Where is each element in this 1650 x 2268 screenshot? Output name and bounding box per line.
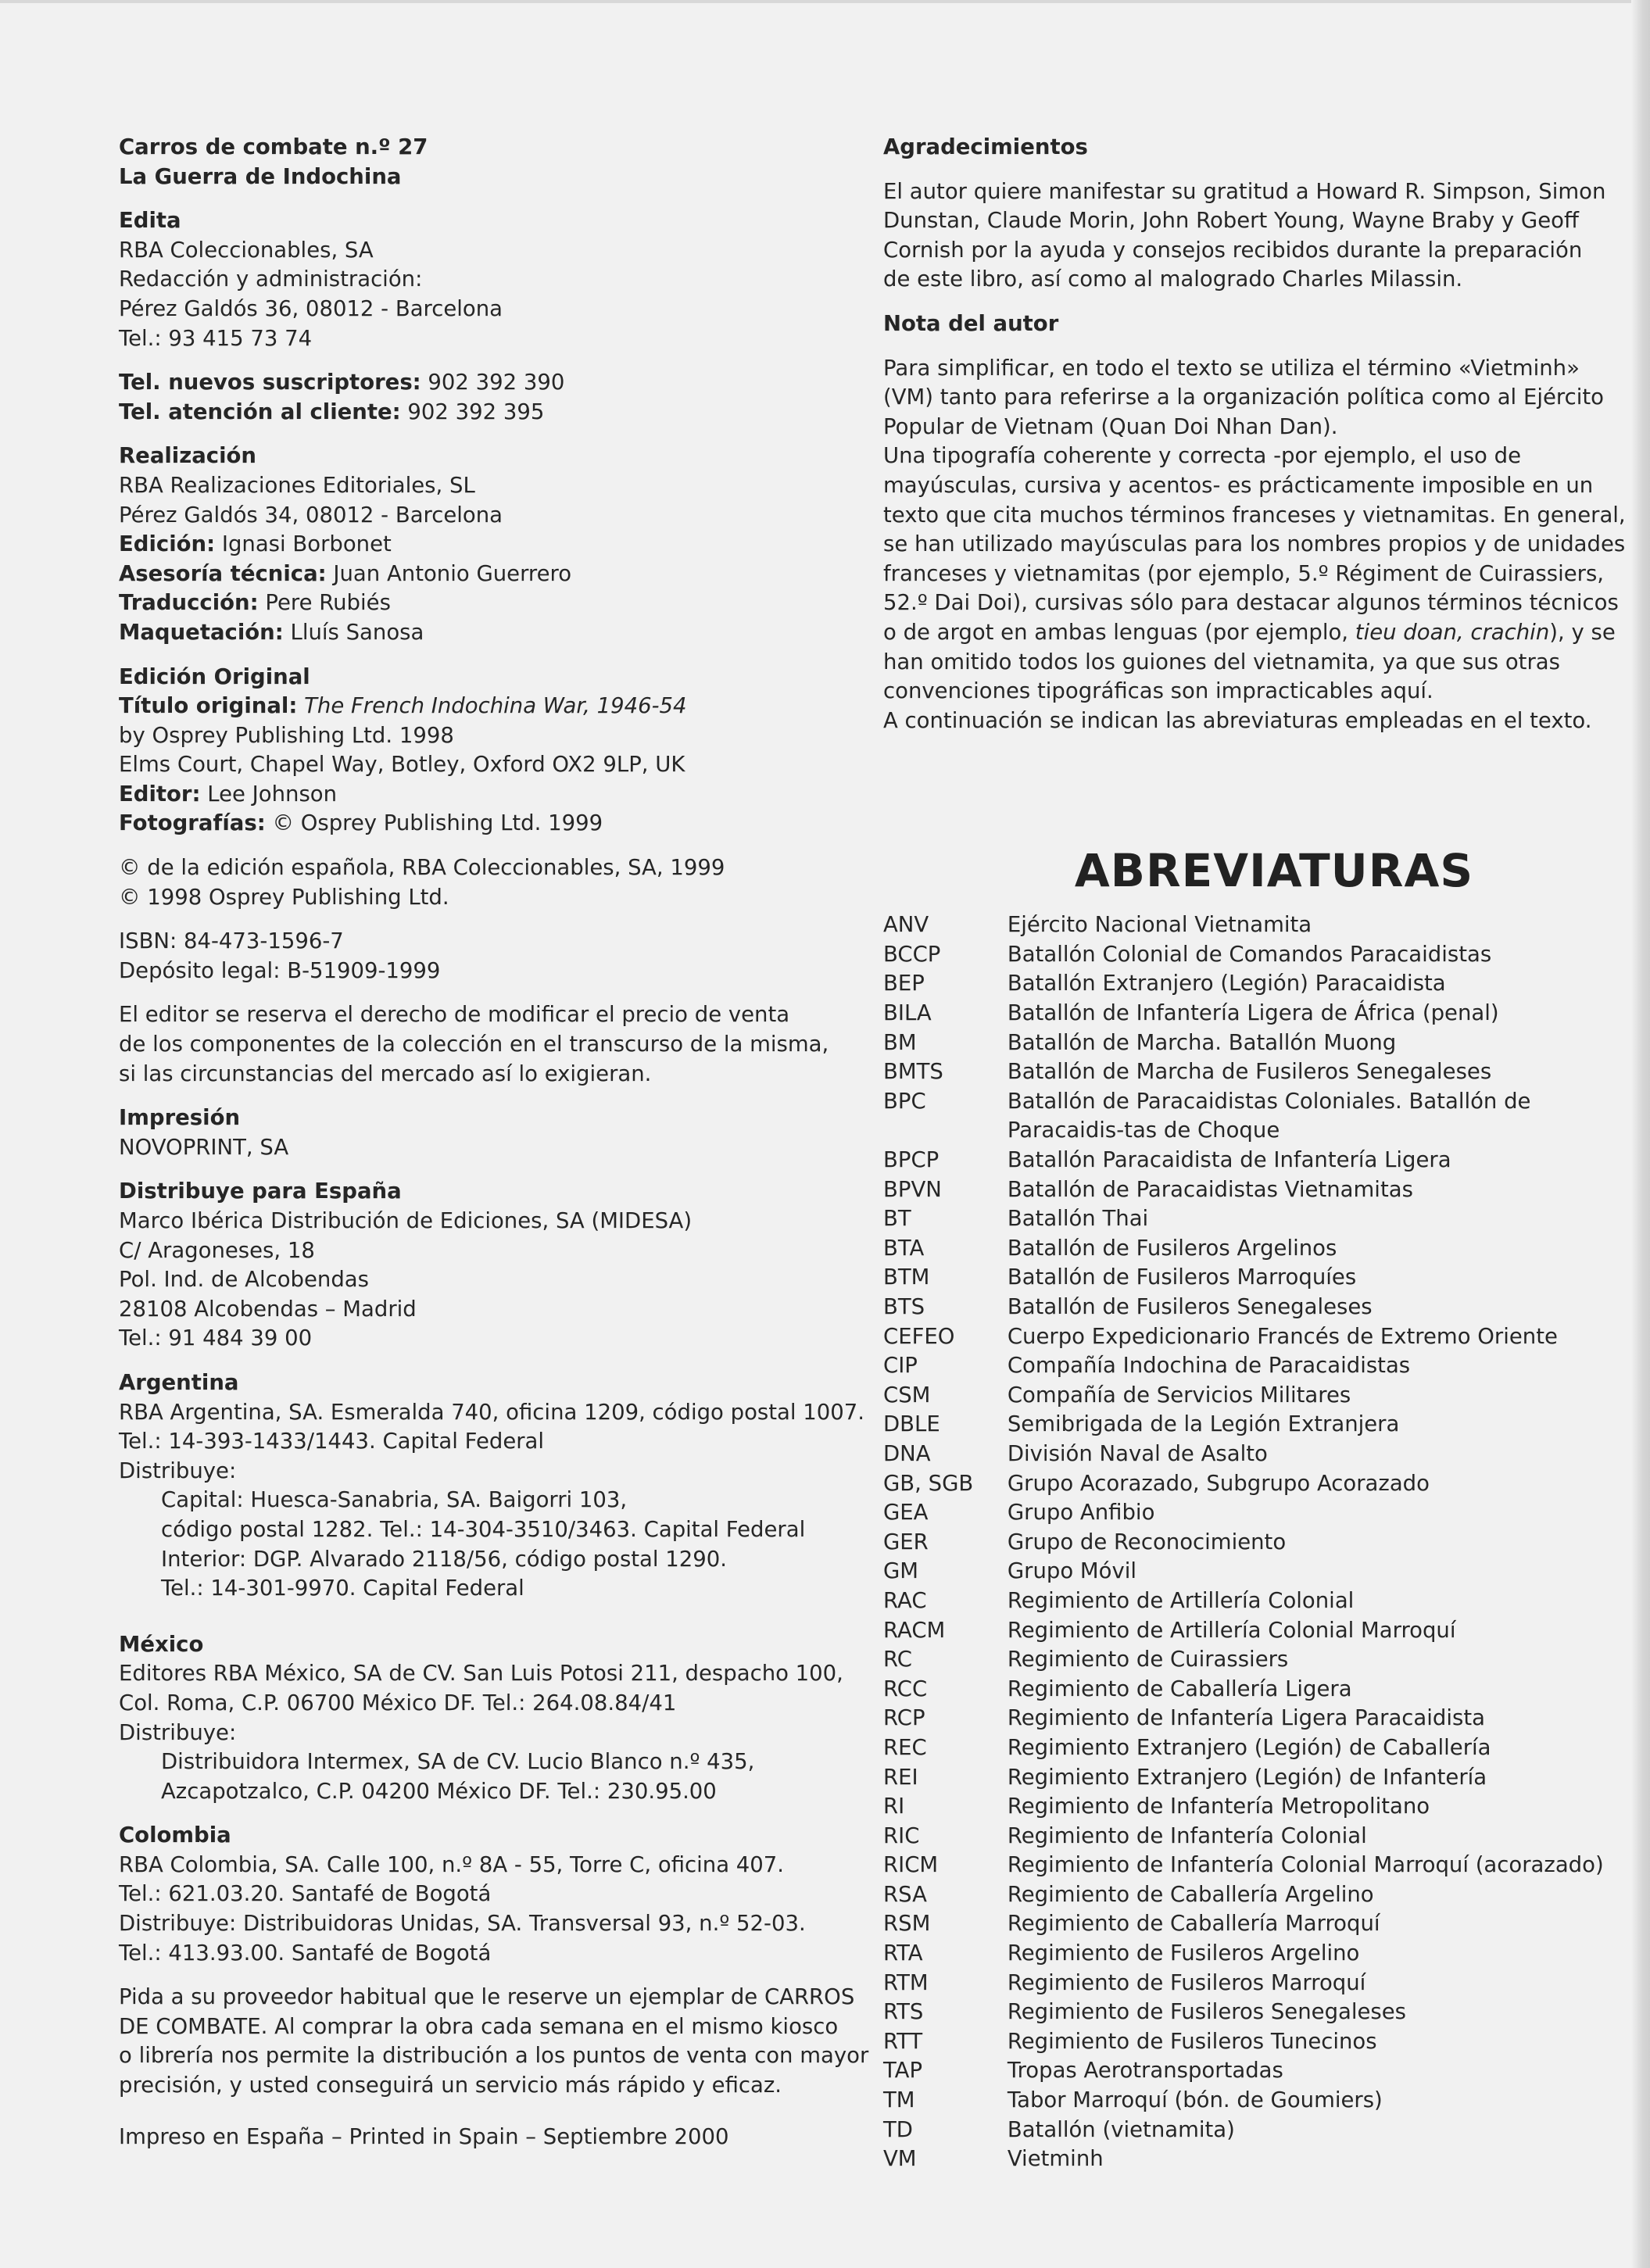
colombia-line: RBA Colombia, SA. Calle 100, n.º 8A - 55, Torre C, oficina 407. xyxy=(119,1851,785,1877)
abbreviation-row xyxy=(883,1293,1610,1322)
abbreviation-code: DNA xyxy=(883,1440,931,1466)
original-line: Elms Court, Chapel Way, Botley, Oxford OX2 9LP, UK xyxy=(119,752,685,778)
author-notes-column xyxy=(883,133,1626,2174)
abbreviation-row xyxy=(883,1763,1610,1793)
abbreviation-code: BCCP xyxy=(883,941,941,967)
credit-traduccion: Traducción: Pere Rubiés xyxy=(119,590,391,616)
mexico-line: Editores RBA México, SA de CV. San Luis Potosi 211, despacho 100, xyxy=(119,1661,843,1687)
abbreviation-code: RICM xyxy=(883,1852,939,1878)
original-line: by Osprey Publishing Ltd. 1998 xyxy=(119,722,454,748)
argentina-line: Tel.: 14-393-1433/1443. Capital Federal xyxy=(119,1429,545,1454)
copyright-line: © de la edición española, RBA Coleccionables, SA, 1999 xyxy=(119,855,725,881)
abbreviation-definition: Batallón (vietnamita) xyxy=(1007,2116,1235,2142)
abbreviation-code: RSA xyxy=(883,1881,927,1907)
impresion-heading: Impresión xyxy=(119,1105,241,1131)
copyright-line: © 1998 Osprey Publishing Ltd. xyxy=(119,884,449,910)
abbreviation-code: BTM xyxy=(883,1265,930,1290)
distribuye-line: Tel.: 91 484 39 00 xyxy=(119,1325,313,1351)
abbreviation-definition: Grupo Anfibio xyxy=(1007,1500,1155,1526)
abbreviation-code: RI xyxy=(883,1794,905,1819)
abbreviation-code: BILA xyxy=(883,1000,932,1026)
abbreviation-row xyxy=(883,2116,1610,2145)
abbreviation-row xyxy=(883,1351,1610,1381)
abbreviation-definition: Tabor Marroquí (bón. de Goumiers) xyxy=(1007,2087,1383,2113)
colombia-block xyxy=(119,1821,846,1968)
phone-customer-service: Tel. atención al cliente: 902 392 395 xyxy=(119,399,545,424)
abbreviation-code: RACM xyxy=(883,1617,946,1643)
abbreviation-row xyxy=(883,1263,1610,1293)
isbn-line: ISBN: 84-473-1596-7 xyxy=(119,928,344,954)
abbreviation-row xyxy=(883,1969,1610,1998)
abbreviation-definition: Batallón de Paracaidistas Vietnamitas xyxy=(1007,1176,1413,1202)
abbreviation-row xyxy=(883,1322,1610,1352)
author-note-line-with-italic: o de argot en ambas lenguas (por ejemplo, tieu doan, crachin), y se xyxy=(883,619,1616,645)
mexico-line: Distribuye: xyxy=(119,1719,237,1745)
abbreviation-definition: Grupo Acorazado, Subgrupo Acorazado xyxy=(1007,1470,1430,1496)
abbreviation-row xyxy=(883,1822,1610,1851)
author-note-line: A continuación se indican las abreviaturas empleadas en el texto. xyxy=(883,707,1592,733)
abbreviation-row xyxy=(883,1557,1610,1587)
editor-note-line: El editor se reserva el derecho de modificar el precio de venta xyxy=(119,1002,790,1028)
edita-heading: Edita xyxy=(119,208,181,234)
abbreviation-row xyxy=(883,1645,1610,1675)
abbreviation-definition: Regimiento de Fusileros Argelino xyxy=(1007,1941,1360,1966)
credit-asesoria: Asesoría técnica: Juan Antonio Guerrero xyxy=(119,560,572,586)
abbreviation-definition: Batallón de Fusileros Marroquíes xyxy=(1007,1265,1357,1290)
abbreviation-code: GB, SGB xyxy=(883,1470,974,1496)
abbreviation-code: RIC xyxy=(883,1823,920,1848)
abbreviation-code: TAP xyxy=(883,2058,923,2084)
abbreviation-definition: Regimiento de Caballería Ligera xyxy=(1007,1676,1352,1701)
abbreviation-code: RTM xyxy=(883,1969,929,1995)
abbreviation-row xyxy=(883,1057,1610,1087)
reserve-note-block xyxy=(119,1983,869,2100)
editor-note-line: si las circunstancias del mercado así lo exigieran. xyxy=(119,1061,652,1086)
abbreviation-code: BTA xyxy=(883,1235,925,1261)
abbreviation-definition: Regimiento de Infantería Metropolitano xyxy=(1007,1794,1430,1819)
abbreviation-code: GER xyxy=(883,1529,929,1554)
abbreviation-row xyxy=(883,1880,1610,1910)
abbreviation-code: RSM xyxy=(883,1911,931,1937)
colombia-line: Distribuye: Distribuidoras Unidas, SA. Transversal 93, n.º 52-03. xyxy=(119,1911,806,1937)
legal-deposit-line: Depósito legal: B-51909-1999 xyxy=(119,957,441,983)
abbreviation-row xyxy=(883,2086,1610,2116)
reserve-note-line: Pida a su proveedor habitual que le reserve un ejemplar de CARROS xyxy=(119,1984,855,2010)
copyright-block xyxy=(119,853,846,912)
abbreviation-definition: Regimiento de Fusileros Tunecinos xyxy=(1007,2028,1377,2054)
abbreviation-code: RAC xyxy=(883,1587,927,1613)
abbreviations-title: ABREVIATURAS xyxy=(1074,844,1474,898)
abbreviation-definition: Batallón Thai xyxy=(1007,1206,1149,1232)
abbreviation-row xyxy=(883,940,1610,970)
abbreviation-definition: Regimiento de Fusileros Senegaleses xyxy=(1007,1999,1407,2025)
author-note-line: se han utilizado mayúsculas para los nombres propios y de unidades xyxy=(883,531,1626,557)
acknowledgements-line: Dunstan, Claude Morin, John Robert Young, Wayne Braby y Geoff xyxy=(883,208,1579,234)
credits-column xyxy=(119,133,869,2152)
reserve-note-line: precisión, y usted conseguirá un servicio más rápido y eficaz. xyxy=(119,2073,782,2098)
abbreviation-code: GM xyxy=(883,1558,919,1584)
abbreviation-code: BMTS xyxy=(883,1059,943,1085)
abbreviation-row xyxy=(883,910,1610,940)
abbreviation-definition: Semibrigada de la Legión Extranjera xyxy=(1007,1411,1400,1437)
abbreviation-definition: Compañía Indochina de Paracaidistas xyxy=(1007,1353,1411,1379)
abbreviation-definition: Regimiento de Cuirassiers xyxy=(1007,1647,1289,1672)
argentina-line: Distribuye: xyxy=(119,1458,237,1483)
abbreviation-row xyxy=(883,1234,1610,1264)
realizacion-block xyxy=(119,442,846,647)
abbreviation-definition: División Naval de Asalto xyxy=(1007,1440,1268,1466)
abbreviation-definition: Batallón de Marcha de Fusileros Senegaleses xyxy=(1007,1059,1492,1085)
mexico-distributor-line: Distribuidora Intermex, SA de CV. Lucio Blanco n.º 435, xyxy=(161,1749,755,1775)
abbreviation-row xyxy=(883,1792,1610,1822)
author-note-line: 52.º Dai Doi), cursivas sólo para destacar algunos términos técnicos xyxy=(883,590,1619,616)
abbreviations-table xyxy=(883,910,1610,2174)
author-note-block xyxy=(883,309,1626,735)
author-note-line: Una tipografía coherente y correcta -por ejemplo, el uso de xyxy=(883,443,1521,469)
acknowledgements-heading: Agradecimientos xyxy=(883,134,1088,159)
abbreviation-row xyxy=(883,1498,1610,1528)
edita-block xyxy=(119,206,846,353)
abbreviation-row xyxy=(883,1528,1610,1558)
edita-line: Pérez Galdós 36, 08012 - Barcelona xyxy=(119,295,503,321)
argentina-distributor-line: código postal 1282. Tel.: 14-304-3510/3463. Capital Federal xyxy=(161,1516,806,1542)
argentina-distributor-line: Capital: Huesca-Sanabria, SA. Baigorri 103, xyxy=(161,1487,628,1513)
abbreviation-code: BPC xyxy=(883,1088,926,1114)
acknowledgements-line: Cornish por la ayuda y consejos recibidos durante la preparación xyxy=(883,237,1583,263)
abbreviation-code: ANV xyxy=(883,912,929,938)
abbreviation-row xyxy=(883,1204,1610,1234)
abbreviation-row xyxy=(883,2056,1610,2086)
author-note-line: Popular de Vietnam (Quan Doi Nhan Dan). xyxy=(883,413,1338,439)
abbreviation-definition: Batallón Colonial de Comandos Paracaidistas xyxy=(1007,941,1492,967)
abbreviation-definition: Regimiento de Caballería Marroquí xyxy=(1007,1911,1380,1937)
abbreviation-definition: Regimiento de Caballería Argelino xyxy=(1007,1881,1374,1907)
argentina-distributor-line: Interior: DGP. Alvarado 2118/56, código postal 1290. xyxy=(161,1546,728,1572)
abbreviation-code: CSM xyxy=(883,1382,931,1408)
abbreviation-code: RCP xyxy=(883,1705,925,1731)
isbn-block xyxy=(119,927,846,986)
argentina-line: RBA Argentina, SA. Esmeralda 740, oficina 1209, código postal 1007. xyxy=(119,1399,864,1425)
abbreviation-code: TM xyxy=(883,2087,915,2113)
abbreviation-definition: Cuerpo Expedicionario Francés de Extremo Oriente xyxy=(1007,1323,1558,1349)
abbreviation-row xyxy=(883,1939,1610,1969)
editor-note-line: de los componentes de la colección en el transcurso de la misma, xyxy=(119,1032,829,1057)
distribuye-line: Marco Ibérica Distribución de Ediciones, SA (MIDESA) xyxy=(119,1208,693,1233)
abbreviation-code: BM xyxy=(883,1029,917,1055)
abbreviation-row xyxy=(883,1909,1610,1939)
mexico-heading: México xyxy=(119,1631,204,1657)
abbreviation-definition: Batallón Paracaidista de Infantería Ligera xyxy=(1007,1147,1451,1173)
author-note-line: franceses y vietnamitas (por ejemplo, 5.º Régiment de Cuirassiers, xyxy=(883,560,1605,586)
author-note-line: texto que cita muchos términos franceses y vietnamitas. En general, xyxy=(883,502,1626,528)
distribuye-line: Pol. Ind. de Alcobendas xyxy=(119,1267,369,1293)
abbreviation-code: RTA xyxy=(883,1941,923,1966)
author-note-line: (VM) tanto para referirse a la organización política como al Ejército xyxy=(883,385,1604,410)
original-edition-heading: Edición Original xyxy=(119,664,310,689)
abbreviation-code: BTS xyxy=(883,1294,925,1319)
abbreviation-code: VM xyxy=(883,2146,917,2172)
acknowledgements-block xyxy=(883,133,1610,295)
abbreviation-code: BEP xyxy=(883,971,925,996)
original-title: Título original: The French Indochina War, 1946-54 xyxy=(119,693,687,719)
impresion-line: NOVOPRINT, SA xyxy=(119,1134,289,1160)
author-note-line: Para simplificar, en todo el texto se utiliza el término «Vietminh» xyxy=(883,355,1580,381)
acknowledgements-line: de este libro, así como al malogrado Charles Milassin. xyxy=(883,267,1463,292)
abbreviation-definition: Grupo de Reconocimiento xyxy=(1007,1529,1287,1554)
colombia-heading: Colombia xyxy=(119,1823,231,1848)
abbreviation-row xyxy=(883,1381,1610,1411)
page-top-edge xyxy=(0,0,1650,3)
abbreviation-row xyxy=(883,2027,1610,2057)
abbreviation-row xyxy=(883,1469,1610,1499)
abbreviation-definition: Batallón de Infantería Ligera de África (penal) xyxy=(1007,1000,1499,1026)
author-note-line: han omitido todos los guiones del vietnamita, ya que sus otras xyxy=(883,649,1560,674)
abbreviation-row xyxy=(883,1175,1610,1205)
abbreviation-code: CIP xyxy=(883,1353,918,1379)
abbreviation-definition: Regimiento de Artillería Colonial xyxy=(1007,1587,1355,1613)
abbreviation-row xyxy=(883,1087,1610,1146)
distribuye-heading: Distribuye para España xyxy=(119,1179,402,1204)
mexico-line: Col. Roma, C.P. 06700 México DF. Tel.: 264.08.84/41 xyxy=(119,1690,677,1715)
abbreviation-definition: Regimiento Extranjero (Legión) de Infantería xyxy=(1007,1764,1487,1790)
book-title-block xyxy=(119,133,846,191)
abbreviation-row xyxy=(883,1410,1610,1440)
abbreviation-code: GEA xyxy=(883,1500,929,1526)
abbreviation-definition: Regimiento de Fusileros Marroquí xyxy=(1007,1969,1366,1995)
author-note-line: convenciones tipográficas son impracticables aquí. xyxy=(883,678,1433,704)
abbreviation-code: BPCP xyxy=(883,1147,940,1173)
abbreviation-row xyxy=(883,1440,1610,1469)
abbreviation-code: REC xyxy=(883,1734,927,1760)
abbreviation-definition: Regimiento de Artillería Colonial Marroquí xyxy=(1007,1617,1456,1643)
abbreviation-definition: Batallón Extranjero (Legión) Paracaidista xyxy=(1007,971,1446,996)
reserve-note-line: o librería nos permite la distribución a los puntos de venta con mayor xyxy=(119,2043,869,2069)
abbreviation-row xyxy=(883,1704,1610,1733)
reserve-note-line: DE COMBATE. Al comprar la obra cada semana en el mismo kiosco xyxy=(119,2013,839,2039)
mexico-block xyxy=(119,1630,846,1807)
original-edition-block xyxy=(119,663,846,839)
abbreviation-row xyxy=(883,1733,1610,1763)
abbreviation-definition: Batallón de Marcha. Batallón Muong xyxy=(1007,1029,1397,1055)
abbreviation-definition: Grupo Móvil xyxy=(1007,1558,1137,1584)
abbreviation-code: RC xyxy=(883,1647,912,1672)
credit-maquetacion: Maquetación: Lluís Sanosa xyxy=(119,619,424,645)
author-note-heading: Nota del autor xyxy=(883,310,1059,336)
abbreviation-code: CEFEO xyxy=(883,1323,955,1349)
editor-note-block xyxy=(119,1000,846,1089)
italic-terms: tieu doan, crachin xyxy=(1355,619,1550,645)
abbreviation-definition: Ejército Nacional Vietnamita xyxy=(1007,912,1312,938)
abbreviation-row xyxy=(883,969,1610,999)
phone-subscribers: Tel. nuevos suscriptores: 902 392 390 xyxy=(119,370,565,395)
abbreviation-code: RCC xyxy=(883,1676,928,1701)
abbreviation-definition: Vietminh xyxy=(1007,2146,1104,2172)
mexico-distributor-line: Azcapotzalco, C.P. 04200 México DF. Tel.: 230.95.00 xyxy=(161,1778,717,1804)
acknowledgements-line: El autor quiere manifestar su gratitud a Howard R. Simpson, Simon xyxy=(883,178,1606,204)
abbreviation-definition: Regimiento de Infantería Colonial Marroquí (acorazado) xyxy=(1007,1852,1604,1878)
abbreviation-definition: Batallón de Paracaidistas Coloniales. Batallón de Paracaidis-tas de Choque xyxy=(1007,1088,1531,1143)
abbreviation-definition: Batallón de Fusileros Senegaleses xyxy=(1007,1294,1373,1319)
edita-line: RBA Coleccionables, SA xyxy=(119,237,374,263)
page-right-edge xyxy=(1631,0,1650,2268)
abbreviation-code: RTT xyxy=(883,2028,923,2054)
credit-edicion: Edición: Ignasi Borbonet xyxy=(119,531,392,557)
abbreviation-code: BPVN xyxy=(883,1176,942,1202)
abbreviation-row xyxy=(883,1587,1610,1616)
original-editor: Editor: Lee Johnson xyxy=(119,781,338,807)
colombia-line: Tel.: 413.93.00. Santafé de Bogotá xyxy=(119,1940,492,1966)
abbreviation-definition: Batallón de Fusileros Argelinos xyxy=(1007,1235,1337,1261)
realizacion-heading: Realización xyxy=(119,443,256,469)
colombia-line: Tel.: 621.03.20. Santafé de Bogotá xyxy=(119,1881,492,1907)
abbreviation-row xyxy=(883,1998,1610,2027)
abbreviation-definition: Compañía de Servicios Militares xyxy=(1007,1382,1351,1408)
abbreviation-definition: Regimiento de Infantería Ligera Paracaidista xyxy=(1007,1705,1485,1731)
impresion-block xyxy=(119,1104,846,1162)
argentina-heading: Argentina xyxy=(119,1369,239,1395)
abbreviation-row xyxy=(883,2145,1610,2174)
abbreviation-row xyxy=(883,1146,1610,1175)
edita-line: Redacción y administración: xyxy=(119,267,423,292)
argentina-distributor-line: Tel.: 14-301-9970. Capital Federal xyxy=(161,1576,524,1601)
author-note-line: mayúsculas, cursiva y acentos- es prácticamente imposible en un xyxy=(883,472,1594,498)
abbreviation-code: RTS xyxy=(883,1999,924,2025)
abbreviation-definition: Regimiento de Infantería Colonial xyxy=(1007,1823,1367,1848)
realizacion-line: Pérez Galdós 34, 08012 - Barcelona xyxy=(119,502,503,528)
abbreviation-row xyxy=(883,1028,1610,1058)
phone-block xyxy=(119,368,846,427)
abbreviation-code: BT xyxy=(883,1206,911,1232)
abbreviation-code: TD xyxy=(883,2116,913,2142)
original-photos: Fotografías: © Osprey Publishing Ltd. 1999 xyxy=(119,810,603,836)
printed-in-line: Impreso en España – Printed in Spain – Septiembre 2000 xyxy=(119,2123,729,2149)
distribuye-line: C/ Aragoneses, 18 xyxy=(119,1237,315,1263)
edita-line: Tel.: 93 415 73 74 xyxy=(119,325,313,351)
distribuye-line: 28108 Alcobendas – Madrid xyxy=(119,1296,417,1322)
realizacion-line: RBA Realizaciones Editoriales, SL xyxy=(119,472,475,498)
distribuye-block xyxy=(119,1177,846,1354)
book-title: La Guerra de Indochina xyxy=(119,163,402,189)
abbreviation-code: REI xyxy=(883,1764,918,1790)
series-number-title: Carros de combate n.º 27 xyxy=(119,134,428,159)
argentina-block xyxy=(119,1368,864,1604)
abbreviation-row xyxy=(883,1851,1610,1880)
abbreviation-row xyxy=(883,999,1610,1028)
abbreviation-definition: Tropas Aerotransportadas xyxy=(1007,2058,1283,2084)
abbreviation-definition: Regimiento Extranjero (Legión) de Caballería xyxy=(1007,1734,1491,1760)
abbreviation-row xyxy=(883,1616,1610,1646)
abbreviation-row xyxy=(883,1675,1610,1705)
abbreviation-code: DBLE xyxy=(883,1411,940,1437)
